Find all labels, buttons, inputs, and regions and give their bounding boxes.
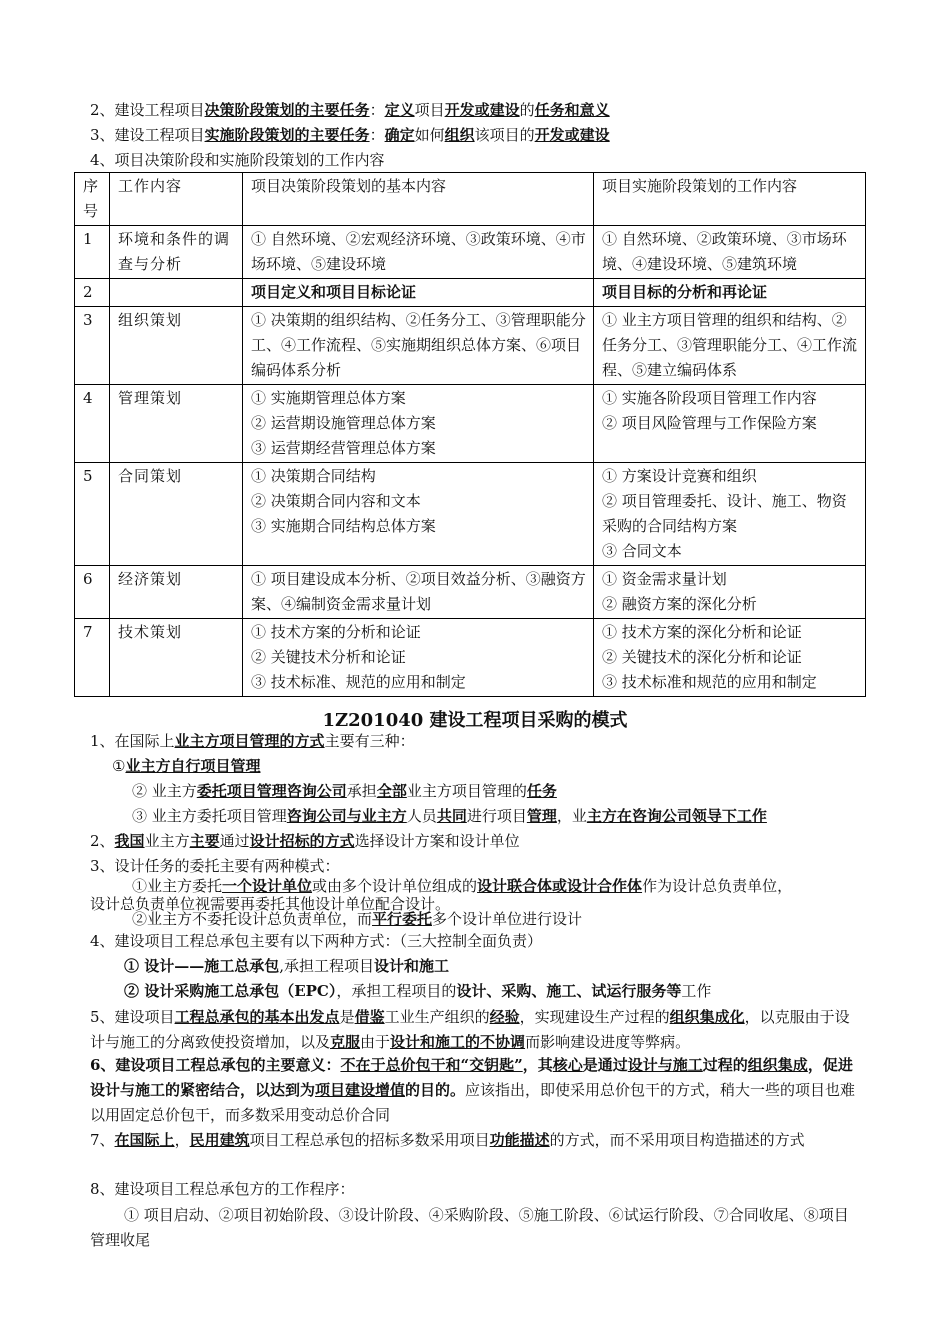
table-cell — [110, 279, 243, 307]
emph: ② 设计采购施工总承包（EPC） — [124, 982, 337, 1000]
para-2 — [90, 830, 520, 852]
text: 工业生产组织的 — [384, 1008, 490, 1026]
text: ， — [174, 1131, 190, 1149]
table-cell: 项目定义和项目目标论证 — [243, 279, 594, 307]
para-4a — [124, 955, 449, 977]
table-cell: 环境和条件的调查与分析 — [110, 226, 243, 279]
text: 7、 — [90, 1131, 115, 1149]
text: 而影响建设进度等弊病。 — [525, 1033, 691, 1051]
text: 1、在国际上 — [90, 732, 175, 750]
emph: 决策阶段策划的主要任务 — [204, 101, 370, 119]
table-cell: ① 资金需求量计划 ② 融资方案的深化分析 — [594, 566, 866, 619]
planning-table — [74, 172, 866, 697]
emph: 不在于总价包干和“交钥匙” — [340, 1056, 523, 1074]
table-cell: ① 实施期管理总体方案 ② 运营期设施管理总体方案 ③ 运营期经营管理总体方案 — [243, 385, 594, 463]
emph: 共同 — [436, 807, 467, 825]
table-row — [75, 619, 866, 697]
table-cell: 项目目标的分析和再论证 — [594, 279, 866, 307]
text: ，实现建设生产过程的 — [519, 1008, 670, 1026]
text: 或由多个设计单位组成的 — [312, 877, 478, 895]
emph: ，其 — [522, 1056, 553, 1074]
emph: ① 设计——施工总承包 — [124, 957, 280, 975]
table-cell: ① 业主方项目管理的组织和结构、②任务分工、③管理职能分工、④工作流程、⑤建立编码体系 — [594, 307, 866, 385]
text: 由于 — [360, 1033, 391, 1051]
table-cell: 5 — [75, 463, 110, 566]
table-row — [75, 463, 866, 566]
text: 项目工程总承包的招标多数采用项目 — [249, 1131, 490, 1149]
header-cell: 项目决策阶段策划的基本内容 — [243, 173, 594, 226]
table-cell: 3 — [75, 307, 110, 385]
header-cell: 项目实施阶段策划的工作内容 — [594, 173, 866, 226]
text: 工作 — [681, 982, 712, 1000]
emph: 一个设计单位 — [222, 877, 313, 895]
text: ③ 业主方委托项目管理 — [132, 807, 287, 825]
table-row — [75, 385, 866, 463]
para-1a — [112, 755, 260, 777]
text: 进行项目 — [466, 807, 527, 825]
emph: 委托项目管理咨询公司 — [196, 782, 347, 800]
emph: 任务 — [526, 782, 557, 800]
para-7 — [90, 1128, 862, 1153]
text: 业主方项目管理的 — [406, 782, 527, 800]
table-cell: 经济策划 — [110, 566, 243, 619]
emph: 定义 — [384, 101, 415, 119]
text: ，业 — [556, 807, 587, 825]
text: 人员 — [406, 807, 437, 825]
table-cell: 7 — [75, 619, 110, 697]
text: 多个设计单位进行设计 — [432, 910, 583, 928]
text: 选择设计方案和设计单位 — [354, 832, 520, 850]
text: 通过 — [219, 832, 250, 850]
table-row — [75, 307, 866, 385]
header-cell: 工作内容 — [110, 173, 243, 226]
emph: 主方在咨询公司领导下工作 — [586, 807, 767, 825]
line-3 — [90, 124, 610, 146]
emph: ，促进设计与施工的紧密结合，以达到为 — [90, 1056, 853, 1099]
emph: 设计与施工 — [627, 1056, 703, 1074]
emph: 业主方自行项目管理 — [125, 757, 261, 775]
emph: 6、建设项目工程总承包的主要意义： — [90, 1056, 341, 1074]
table-cell: ① 决策期合同结构 ② 决策期合同内容和文本 ③ 实施期合同结构总体方案 — [243, 463, 594, 566]
emph: 设计和施工的不协调 — [390, 1033, 526, 1051]
emph: 是通过 — [582, 1056, 628, 1074]
table-cell: ① 决策期的组织结构、②任务分工、③管理职能分工、④工作流程、⑤实施期组织总体方案、⑥项目编码体系分析 — [243, 307, 594, 385]
table-cell: 技术策划 — [110, 619, 243, 697]
emph: 平行委托 — [372, 910, 433, 928]
text: ： — [369, 101, 385, 119]
table-cell: ① 自然环境、②宏观经济环境、③政策环境、④市场环境、⑤建设环境 — [243, 226, 594, 279]
table-cell: ① 方案设计竞赛和组织 ② 项目管理委托、设计、施工、物资采购的合同结构方案 ③ 合同文本 — [594, 463, 866, 566]
emph: 在国际上 — [114, 1131, 175, 1149]
emph: 开发或建设 — [444, 101, 520, 119]
line-4: 4、项目决策阶段和实施阶段策划的工作内容 — [90, 151, 385, 169]
emph: 任务和意义 — [534, 101, 610, 119]
table-cell: ① 实施各阶段项目管理工作内容 ② 项目风险管理与工作保险方案 — [594, 385, 866, 463]
para-1 — [90, 730, 415, 752]
table-cell: ① 技术方案的分析和论证 ② 关键技术分析和论证 ③ 技术标准、规范的应用和制定 — [243, 619, 594, 697]
para-1b — [132, 780, 557, 802]
para-6 — [90, 1053, 862, 1128]
emph: 设计招标的方式 — [249, 832, 355, 850]
text: ① — [112, 757, 126, 775]
emph: 组织集成 — [747, 1056, 808, 1074]
text: 是 — [339, 1008, 355, 1026]
emph: 功能描述 — [489, 1131, 550, 1149]
text: ： — [369, 126, 385, 144]
text: 5、建设项目 — [90, 1008, 175, 1026]
emph: 过程的 — [702, 1056, 748, 1074]
emph: 实施阶段策划的主要任务 — [204, 126, 370, 144]
text: 如何 — [414, 126, 445, 144]
text: ② 业主方 — [132, 782, 197, 800]
table-cell: 2 — [75, 279, 110, 307]
table-row — [75, 226, 866, 279]
table-cell: 1 — [75, 226, 110, 279]
section-heading: 1Z201040 建设工程项目采购的模式 — [322, 710, 628, 731]
text: 项目 — [414, 101, 445, 119]
emph: 确定 — [384, 126, 415, 144]
emph: 经验 — [489, 1008, 520, 1026]
table-header-row — [75, 173, 866, 226]
emph: 组织集成化 — [669, 1008, 745, 1026]
table-cell: 4 — [75, 385, 110, 463]
line-2 — [90, 99, 610, 121]
table-cell: ① 技术方案的深化分析和论证 ② 关键技术的深化分析和论证 ③ 技术标准和规范的应用和制定 — [594, 619, 866, 697]
emph: 我国 — [114, 832, 145, 850]
para-4: 4、建设项目工程总承包主要有以下两种方式：（三大控制全面负责） — [90, 932, 543, 950]
para-8a: ① 项目启动、②项目初始阶段、③设计阶段、④采购阶段、⑤施工阶段、⑥试运行阶段、⑦合同收尾、⑧项目管理收尾 — [90, 1206, 849, 1249]
table-cell: 组织策划 — [110, 307, 243, 385]
emph: 借鉴 — [354, 1008, 385, 1026]
text: 的方式，而不采用项目构造描述的方式 — [549, 1131, 805, 1149]
text: 该项目的 — [474, 126, 535, 144]
emph: 组织 — [444, 126, 475, 144]
para-4b — [124, 980, 711, 1002]
text: 主要有三种： — [324, 732, 415, 750]
text: 3、建设工程项目 — [90, 126, 205, 144]
text: ②业主方不委托设计总负责单位，而 — [132, 910, 373, 928]
emph: 项目建设增值 — [315, 1081, 406, 1099]
emph: 开发或建设 — [534, 126, 610, 144]
para-3a-cont: 设计总负责单位视需要再委托其他设计单位配合设计。 — [90, 895, 451, 913]
text: 作为设计总负责单位， — [642, 877, 793, 895]
para-3: 3、设计任务的委托主要有两种模式： — [90, 857, 340, 875]
emph: 克服 — [330, 1033, 361, 1051]
text: 应该指出，即使采用总价包干的方式，稍大一些的项目也难以用固定总价包干，而多数采用变动总价合同 — [90, 1081, 856, 1124]
para-8: 8、建设项目工程总承包方的工作程序： — [90, 1180, 355, 1198]
para-1c — [132, 805, 767, 827]
text: 承担 — [346, 782, 377, 800]
header-cell: 序号 — [75, 173, 110, 226]
table-cell: 管理策划 — [110, 385, 243, 463]
emph: 主要 — [189, 832, 220, 850]
text: 业主方 — [144, 832, 190, 850]
emph: 核心 — [552, 1056, 583, 1074]
para-3b — [132, 908, 582, 930]
text: ①业主方委托 — [132, 877, 223, 895]
table-row — [75, 279, 866, 307]
emph: 工程总承包的基本出发点 — [174, 1008, 340, 1026]
emph: 全部 — [376, 782, 407, 800]
emph: 咨询公司与业主方 — [286, 807, 407, 825]
emph: 业主方项目管理的方式 — [174, 732, 325, 750]
table-cell: ① 项目建设成本分析、②项目效益分析、③融资方案、④编制资金需求量计划 — [243, 566, 594, 619]
emph: 的目的。 — [405, 1081, 466, 1099]
text: 2、建设工程项目 — [90, 101, 205, 119]
text: 2、 — [90, 832, 115, 850]
table-cell: 6 — [75, 566, 110, 619]
text: ，以克服由于设计与施工的分离致使投资增加，以及 — [90, 1008, 850, 1051]
text: 的 — [519, 101, 535, 119]
table-cell: 合同策划 — [110, 463, 243, 566]
emph: 设计、采购、施工、试运行服务等 — [456, 982, 682, 1000]
emph: 设计和施工 — [374, 957, 450, 975]
text: ，承担工程项目的 — [336, 982, 457, 1000]
text: ,承担工程项目 — [279, 957, 375, 975]
table-cell: ① 自然环境、②政策环境、③市场环境、④建设环境、⑤建筑环境 — [594, 226, 866, 279]
para-5 — [90, 1005, 862, 1055]
emph: 管理 — [526, 807, 557, 825]
emph: 设计联合体或设计合作体 — [477, 877, 643, 895]
table-row — [75, 566, 866, 619]
emph: 民用建筑 — [189, 1131, 250, 1149]
